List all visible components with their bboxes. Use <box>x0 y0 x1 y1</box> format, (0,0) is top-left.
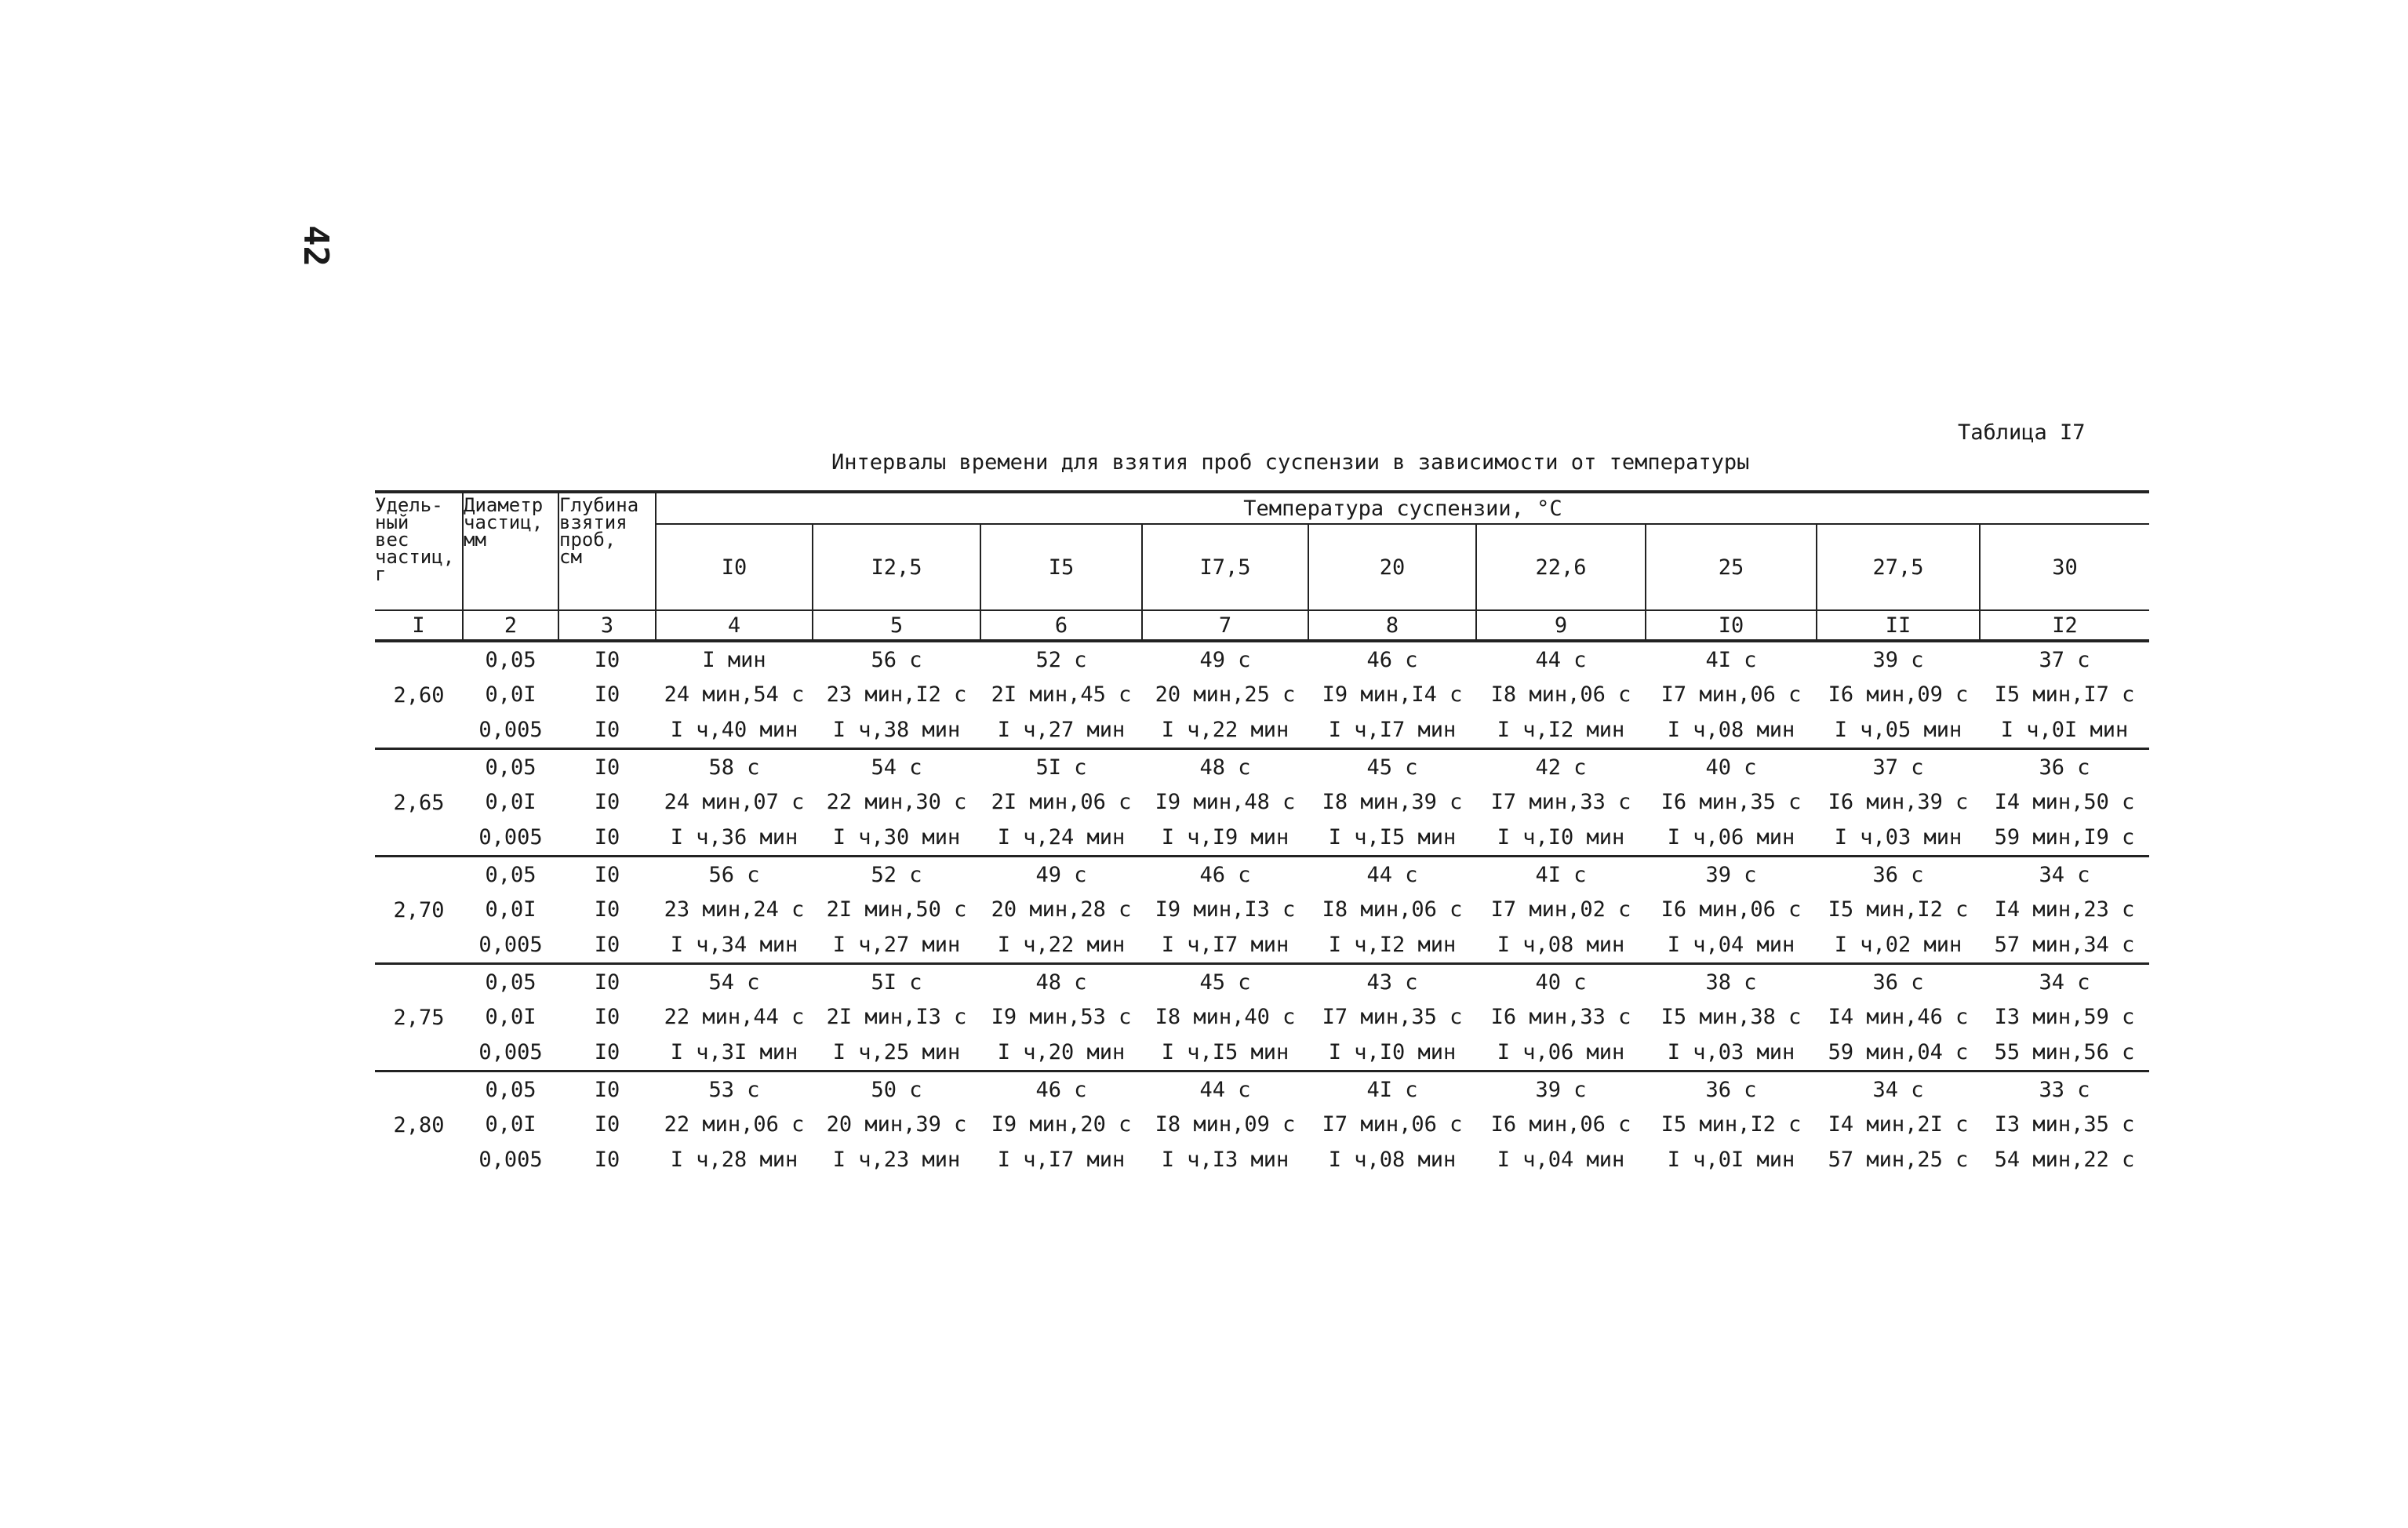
cell-value: 4I с <box>1535 862 1587 887</box>
cell-value: 40 с <box>1535 970 1587 995</box>
cell-value: 36 с <box>1872 970 1924 995</box>
cell-value: I ч,25 мин <box>832 1040 961 1065</box>
cell-value: 37 с <box>1872 755 1924 780</box>
cell-value: 44 с <box>1199 1077 1251 1102</box>
cell-value: 49 с <box>1199 647 1251 672</box>
table-row <box>375 641 2149 749</box>
cell-value: I0 <box>594 1040 620 1065</box>
diameter-cell <box>463 749 558 857</box>
cell-value: I0 <box>594 647 620 672</box>
time-cell <box>1817 641 1980 749</box>
cell-value: 0,05 <box>485 755 537 780</box>
temperature-header: I5 <box>980 524 1142 610</box>
cell-value: 39 с <box>1535 1077 1587 1102</box>
cell-value: I6 мин,09 с <box>1828 682 1969 708</box>
time-cell <box>813 641 980 749</box>
cell-value: 57 мин,25 с <box>1828 1148 1969 1173</box>
cell-value: I0 <box>594 1005 620 1030</box>
cell-value: 2I мин,50 с <box>826 897 967 922</box>
cell-value: 44 с <box>1366 862 1418 887</box>
time-cell <box>980 641 1142 749</box>
cell-value: 24 мин,54 с <box>664 682 805 708</box>
cell-value: 38 с <box>1705 970 1757 995</box>
time-cell <box>813 1071 980 1178</box>
cell-value: I0 <box>594 825 620 850</box>
cell-value: 46 с <box>1035 1077 1087 1102</box>
cell-value: I ч,08 мин <box>1328 1148 1457 1173</box>
table-title: Интервалы времени для взятия проб суспензии в зависимости от температуры <box>831 450 1750 475</box>
time-cell <box>980 749 1142 857</box>
cell-value: 5I с <box>871 970 922 995</box>
cell-value: 0,05 <box>485 970 537 995</box>
cell-value: 24 мин,07 с <box>664 790 805 815</box>
cell-value: 34 с <box>2039 970 2090 995</box>
cell-value: 45 с <box>1199 970 1251 995</box>
time-cell <box>1646 749 1817 857</box>
cell-value: I4 мин,2I с <box>1828 1112 1969 1137</box>
time-cell <box>1308 964 1476 1071</box>
cell-value: I ч,04 мин <box>1667 933 1795 958</box>
cell-value: 54 с <box>871 755 922 780</box>
time-cell <box>1476 857 1646 964</box>
cell-value: I6 мин,33 с <box>1490 1005 1631 1030</box>
time-cell <box>1817 857 1980 964</box>
cell-value: I ч,24 мин <box>997 825 1126 850</box>
cell-value: I ч,03 мин <box>1667 1040 1795 1065</box>
cell-value: I0 <box>594 1112 620 1137</box>
cell-value: 4I с <box>1366 1077 1418 1102</box>
time-cell <box>656 857 813 964</box>
cell-value: 2I мин,06 с <box>991 790 1132 815</box>
cell-value: I3 мин,59 с <box>1994 1005 2135 1030</box>
specific-weight-cell: 2,60 <box>393 682 445 708</box>
time-cell <box>1980 857 2149 964</box>
time-cell <box>1646 964 1817 1071</box>
column-number: 5 <box>813 610 980 641</box>
cell-value: I9 мин,48 с <box>1155 790 1296 815</box>
cell-value: 48 с <box>1035 970 1087 995</box>
cell-value: I0 <box>594 933 620 958</box>
time-cell <box>1980 749 2149 857</box>
depth-cell <box>558 857 656 964</box>
cell-value: 39 с <box>1705 862 1757 887</box>
time-cell <box>656 964 813 1071</box>
cell-value: I4 мин,46 с <box>1828 1005 1969 1030</box>
column-number: 3 <box>558 610 656 641</box>
cell-value: I5 мин,38 с <box>1661 1005 1802 1030</box>
cell-value: I ч,I2 мин <box>1497 718 1625 743</box>
temperature-header: 22,6 <box>1476 524 1646 610</box>
time-cell <box>813 749 980 857</box>
cell-value: 53 с <box>708 1077 760 1102</box>
cell-value: 52 с <box>871 862 922 887</box>
page-number: 42 <box>295 225 336 267</box>
cell-value: 56 с <box>708 862 760 887</box>
cell-value: I ч,23 мин <box>832 1148 961 1173</box>
cell-value: I ч,28 мин <box>670 1148 798 1173</box>
cell-value: I ч,0I мин <box>2000 718 2129 743</box>
cell-value: I7 мин,06 с <box>1661 682 1802 708</box>
cell-value: 0,05 <box>485 862 537 887</box>
cell-value: I6 мин,06 с <box>1490 1112 1631 1137</box>
cell-value: I ч,06 мин <box>1497 1040 1625 1065</box>
cell-value: 34 с <box>2039 862 2090 887</box>
cell-value: I8 мин,06 с <box>1322 897 1463 922</box>
time-cell <box>656 641 813 749</box>
cell-value: 46 с <box>1366 647 1418 672</box>
cell-value: 0,0I <box>485 1112 537 1137</box>
diameter-cell <box>463 1071 558 1178</box>
cell-value: I ч,34 мин <box>670 933 798 958</box>
cell-value: I ч,I7 мин <box>1161 933 1289 958</box>
cell-value: I7 мин,02 с <box>1490 897 1631 922</box>
cell-value: I мин <box>702 647 766 672</box>
cell-value: I ч,I3 мин <box>1161 1148 1289 1173</box>
time-cell <box>1142 964 1308 1071</box>
cell-value: 23 мин,I2 с <box>826 682 967 708</box>
time-cell <box>1142 1071 1308 1178</box>
time-cell <box>1308 641 1476 749</box>
time-cell <box>980 1071 1142 1178</box>
cell-value: I ч,3I мин <box>670 1040 798 1065</box>
cell-value: I8 мин,06 с <box>1490 682 1631 708</box>
specific-weight-cell: 2,75 <box>375 964 463 1071</box>
cell-value: 57 мин,34 с <box>1994 933 2135 958</box>
cell-value: I ч,08 мин <box>1497 933 1625 958</box>
cell-value: I6 мин,06 с <box>1661 897 1802 922</box>
time-cell <box>1646 1071 1817 1178</box>
depth-cell <box>558 964 656 1071</box>
cell-value: I ч,40 мин <box>670 718 798 743</box>
cell-value: 34 с <box>1872 1077 1924 1102</box>
time-cell <box>1142 749 1308 857</box>
time-cell <box>1142 857 1308 964</box>
time-cell <box>1308 1071 1476 1178</box>
cell-value: 20 мин,25 с <box>1155 682 1296 708</box>
table-number: Таблица I7 <box>1958 420 2086 445</box>
header-text: Удель- ный вес частиц, г <box>375 494 455 585</box>
cell-value: 22 мин,30 с <box>826 790 967 815</box>
time-cell <box>813 964 980 1071</box>
cell-value: I9 мин,I3 с <box>1155 897 1296 922</box>
time-cell <box>1308 749 1476 857</box>
cell-value: I0 <box>594 1077 620 1102</box>
cell-value: I0 <box>594 718 620 743</box>
temperature-header: 25 <box>1646 524 1817 610</box>
header-depth <box>558 492 656 610</box>
diameter-cell <box>463 857 558 964</box>
diameter-cell <box>463 641 558 749</box>
time-cell <box>1980 1071 2149 1178</box>
temperature-group-label: Температура суспензии, °С <box>1243 496 1562 521</box>
column-number: 6 <box>980 610 1142 641</box>
time-cell <box>1308 857 1476 964</box>
data-table <box>375 490 2149 1177</box>
cell-value: I0 <box>594 790 620 815</box>
cell-value: 52 с <box>1035 647 1087 672</box>
time-cell <box>1817 964 1980 1071</box>
cell-value: 46 с <box>1199 862 1251 887</box>
table-row <box>375 857 2149 964</box>
cell-value: 4I с <box>1705 647 1757 672</box>
cell-value: 36 с <box>1705 1077 1757 1102</box>
cell-value: 0,0I <box>485 897 537 922</box>
time-cell <box>1980 641 2149 749</box>
cell-value: 2I мин,I3 с <box>826 1005 967 1030</box>
time-cell <box>656 749 813 857</box>
cell-value: 54 мин,22 с <box>1994 1148 2135 1173</box>
time-cell <box>1646 641 1817 749</box>
column-number: 7 <box>1142 610 1308 641</box>
cell-value: 0,05 <box>485 647 537 672</box>
time-cell <box>980 857 1142 964</box>
time-cell <box>1476 749 1646 857</box>
cell-value: 22 мин,06 с <box>664 1112 805 1137</box>
cell-value: 48 с <box>1199 755 1251 780</box>
column-number: 2 <box>463 610 558 641</box>
cell-value: I ч,05 мин <box>1834 718 1962 743</box>
cell-value: I8 мин,39 с <box>1322 790 1463 815</box>
cell-value: I ч,I0 мин <box>1328 1040 1457 1065</box>
cell-value: 0,005 <box>478 1040 543 1065</box>
cell-value: 55 мин,56 с <box>1994 1040 2135 1065</box>
cell-value: 50 с <box>871 1077 922 1102</box>
time-cell <box>1476 1071 1646 1178</box>
cell-value: 54 с <box>708 970 760 995</box>
table-row <box>375 1071 2149 1178</box>
cell-value: I5 мин,I2 с <box>1828 897 1969 922</box>
cell-value: 0,005 <box>478 825 543 850</box>
cell-value: I9 мин,53 с <box>991 1005 1132 1030</box>
table-row <box>375 964 2149 1071</box>
cell-value: 0,005 <box>478 1148 543 1173</box>
temperature-header: I2,5 <box>813 524 980 610</box>
cell-value: 42 с <box>1535 755 1587 780</box>
cell-value: I ч,04 мин <box>1497 1148 1625 1173</box>
column-number: 8 <box>1308 610 1476 641</box>
time-cell <box>1476 964 1646 1071</box>
table-row <box>375 749 2149 857</box>
cell-value: I ч,0I мин <box>1667 1148 1795 1173</box>
header-text: Диаметр частиц, мм <box>464 494 544 551</box>
depth-cell <box>558 749 656 857</box>
cell-value: 0,005 <box>478 933 543 958</box>
specific-weight-cell: 2,80 <box>375 1071 463 1178</box>
cell-value: I4 мин,23 с <box>1994 897 2135 922</box>
column-number: 4 <box>656 610 813 641</box>
specific-weight-cell: 2,65 <box>375 749 463 857</box>
cell-value: 39 с <box>1872 647 1924 672</box>
temperature-header: 20 <box>1308 524 1476 610</box>
cell-value: I ч,08 мин <box>1667 718 1795 743</box>
cell-value: 5I с <box>1035 755 1087 780</box>
cell-value: I ч,02 мин <box>1834 933 1962 958</box>
temperature-header: 27,5 <box>1817 524 1980 610</box>
cell-value: I5 мин,I7 с <box>1994 682 2135 708</box>
cell-value: I ч,27 мин <box>997 718 1126 743</box>
cell-value: I ч,27 мин <box>832 933 961 958</box>
depth-cell <box>558 1071 656 1178</box>
cell-value: I ч,I7 мин <box>1328 718 1457 743</box>
cell-value: I4 мин,50 с <box>1994 790 2135 815</box>
depth-cell <box>558 641 656 749</box>
column-number: II <box>1817 610 1980 641</box>
cell-value: 22 мин,44 с <box>664 1005 805 1030</box>
cell-value: I ч,22 мин <box>1161 718 1289 743</box>
cell-value: 2I мин,45 с <box>991 682 1132 708</box>
cell-value: 49 с <box>1035 862 1087 887</box>
cell-value: I0 <box>594 755 620 780</box>
cell-value: I ч,I5 мин <box>1328 825 1457 850</box>
header-diameter <box>463 492 558 610</box>
header-temperature-group <box>656 492 2149 524</box>
cell-value: I7 мин,33 с <box>1490 790 1631 815</box>
cell-value: 43 с <box>1366 970 1418 995</box>
cell-value: I0 <box>594 1148 620 1173</box>
cell-value: 58 с <box>708 755 760 780</box>
cell-value: I ч,06 мин <box>1667 825 1795 850</box>
time-cell <box>1142 641 1308 749</box>
cell-value: 0,005 <box>478 718 543 743</box>
cell-value: I0 <box>594 970 620 995</box>
time-cell <box>1980 964 2149 1071</box>
temperature-header: I7,5 <box>1142 524 1308 610</box>
cell-value: I ч,20 мин <box>997 1040 1126 1065</box>
cell-value: I ч,30 мин <box>832 825 961 850</box>
cell-value: 56 с <box>871 647 922 672</box>
cell-value: 20 мин,28 с <box>991 897 1132 922</box>
cell-value: I ч,I0 мин <box>1497 825 1625 850</box>
cell-value: I ч,22 мин <box>997 933 1126 958</box>
cell-value: 33 с <box>2039 1077 2090 1102</box>
cell-value: I7 мин,35 с <box>1322 1005 1463 1030</box>
cell-value: 0,05 <box>485 1077 537 1102</box>
cell-value: 44 с <box>1535 647 1587 672</box>
time-cell <box>1817 1071 1980 1178</box>
cell-value: I9 мин,20 с <box>991 1112 1132 1137</box>
column-number: 9 <box>1476 610 1646 641</box>
cell-value: I0 <box>594 862 620 887</box>
cell-value: 36 с <box>1872 862 1924 887</box>
cell-value: 0,0I <box>485 682 537 708</box>
column-number: I2 <box>1980 610 2149 641</box>
cell-value: I ч,38 мин <box>832 718 961 743</box>
cell-value: I0 <box>594 682 620 708</box>
diameter-cell <box>463 964 558 1071</box>
cell-value: I9 мин,I4 с <box>1322 682 1463 708</box>
cell-value: 36 с <box>2039 755 2090 780</box>
time-cell <box>1646 857 1817 964</box>
cell-value: I7 мин,06 с <box>1322 1112 1463 1137</box>
cell-value: I ч,I2 мин <box>1328 933 1457 958</box>
cell-value: I5 мин,I2 с <box>1661 1112 1802 1137</box>
time-cell <box>1476 641 1646 749</box>
cell-value: 45 с <box>1366 755 1418 780</box>
cell-value: 20 мин,39 с <box>826 1112 967 1137</box>
header-text: Глубина взятия проб, см <box>559 494 639 568</box>
time-cell <box>1817 749 1980 857</box>
cell-value: I ч,36 мин <box>670 825 798 850</box>
cell-value: I3 мин,35 с <box>1994 1112 2135 1137</box>
cell-value: I ч,I5 мин <box>1161 1040 1289 1065</box>
cell-value: 37 с <box>2039 647 2090 672</box>
cell-value: 40 с <box>1705 755 1757 780</box>
cell-value: 59 мин,I9 с <box>1994 825 2135 850</box>
specific-weight-cell: 2,70 <box>375 857 463 964</box>
cell-value: I6 мин,39 с <box>1828 790 1969 815</box>
time-cell <box>656 1071 813 1178</box>
cell-value: 0,0I <box>485 1005 537 1030</box>
cell-value: I ч,I9 мин <box>1161 825 1289 850</box>
column-number: I <box>375 610 463 641</box>
cell-value: I ч,I7 мин <box>997 1148 1126 1173</box>
temperature-header: 30 <box>1980 524 2149 610</box>
column-number: I0 <box>1646 610 1817 641</box>
time-cell <box>813 857 980 964</box>
header-specific-weight <box>375 492 463 610</box>
cell-value: I ч,03 мин <box>1834 825 1962 850</box>
cell-value: 0,0I <box>485 790 537 815</box>
temperature-header: I0 <box>656 524 813 610</box>
cell-value: 59 мин,04 с <box>1828 1040 1969 1065</box>
cell-value: I8 мин,40 с <box>1155 1005 1296 1030</box>
cell-value: 23 мин,24 с <box>664 897 805 922</box>
time-cell <box>980 964 1142 1071</box>
cell-value: I6 мин,35 с <box>1661 790 1802 815</box>
cell-value: I0 <box>594 897 620 922</box>
cell-value: I8 мин,09 с <box>1155 1112 1296 1137</box>
